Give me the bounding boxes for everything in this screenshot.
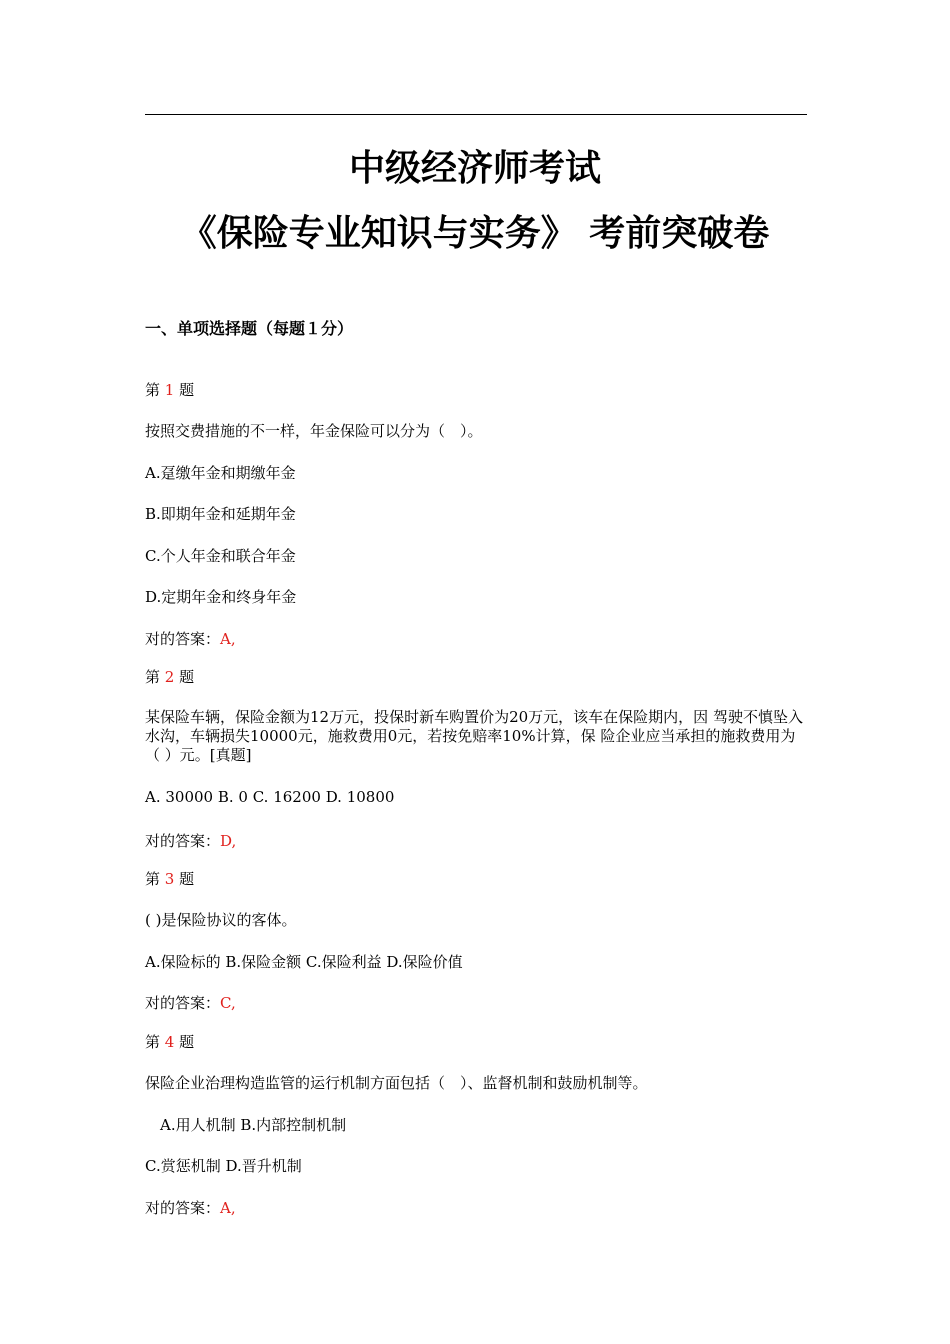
options-line: A. 30000 B. 0 C. 16200 D. 10800 (145, 788, 395, 806)
question-stem: ( )是保险协议的客体。 (145, 911, 297, 929)
question-number: 第 1 题 (145, 381, 195, 399)
options-line: C.赏惩机制 D.晋升机制 (145, 1157, 302, 1175)
top-rule (145, 114, 807, 115)
question-number: 第 4 题 (145, 1033, 195, 1051)
question-stem: 保险企业治理构造监管的运行机制方面包括（ ）、监督机制和鼓励机制等。 (145, 1074, 648, 1092)
title-line-2: 《保险专业知识与实务》 考前突破卷 (180, 213, 770, 254)
option-c: C.个人年金和联合年金 (145, 547, 296, 565)
option-a: A.趸缴年金和期缴年金 (145, 464, 296, 482)
options-line: A.用人机制 B.内部控制机制 (160, 1116, 347, 1134)
question-stem: 按照交费措施的不一样，年金保险可以分为（ ）。 (145, 422, 483, 440)
options-line: A.保险标的 B.保险金额 C.保险利益 D.保险价值 (145, 953, 463, 971)
question-number: 第 3 题 (145, 870, 195, 888)
answer-line: 对的答案：D, (145, 832, 237, 850)
section-heading: 一、单项选择题（每题１分） (145, 319, 354, 338)
answer-line: 对的答案：C, (145, 994, 236, 1012)
answer-line: 对的答案：A, (145, 1199, 236, 1217)
answer-line: 对的答案：A, (145, 630, 236, 648)
option-d: D.定期年金和终身年金 (145, 588, 297, 606)
title-line-1: 中级经济师考试 (348, 148, 601, 189)
question-number: 第 2 题 (145, 668, 195, 686)
option-b: B.即期年金和延期年金 (145, 505, 296, 523)
question-stem: 某保险车辆，保险金额为12万元，投保时新车购置价为20万元，该车在保险期内，因 驾驶不慎坠入水沟，车辆损失10000元，施救费用0元，若按免赔率10%计算，保 险企业应当承担的施救费用为（ ）元。[真题] (145, 708, 803, 764)
